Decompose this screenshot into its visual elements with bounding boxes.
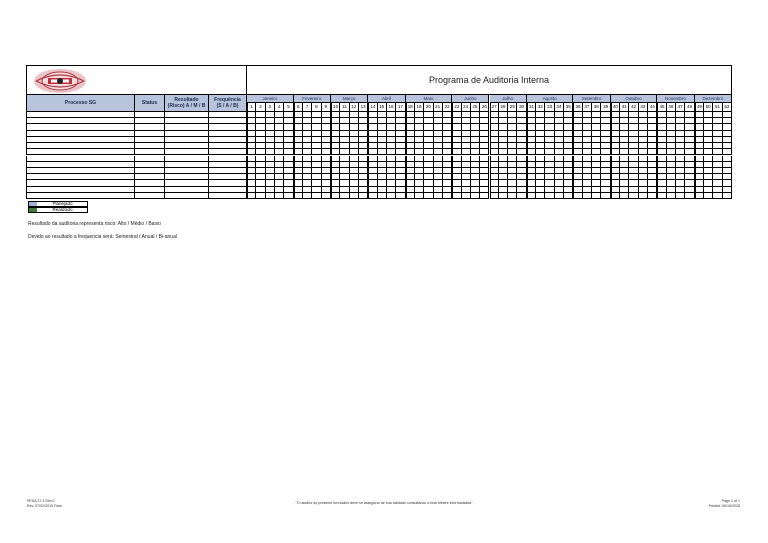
page-title: Programa de Auditoria Interna [428, 75, 550, 85]
footer-page-info [709, 499, 740, 509]
month-header: Agosto [527, 95, 574, 103]
schedule-cell[interactable] [462, 193, 471, 199]
schedule-cell[interactable] [415, 193, 424, 199]
month-header: Dezembro [695, 95, 732, 103]
schedule-cell[interactable] [256, 193, 265, 199]
frequencia-cell[interactable] [209, 193, 247, 199]
schedule-cell[interactable] [620, 193, 629, 199]
schedule-cell[interactable] [452, 193, 461, 199]
schedule-cell[interactable] [713, 193, 722, 199]
column-header-resultado-line2: (Risco) A / M / B [167, 103, 206, 109]
week-number: 47 [676, 103, 685, 112]
week-number: 43 [639, 103, 648, 112]
schedule-cell[interactable] [639, 193, 648, 199]
week-number: 30 [517, 103, 526, 112]
schedule-cell[interactable] [275, 193, 284, 199]
week-number: 3 [266, 103, 275, 112]
schedule-cell[interactable] [359, 193, 368, 199]
column-header-frequencia [209, 95, 247, 112]
week-number: 22 [443, 103, 452, 112]
legend-swatch-realizado [29, 208, 37, 212]
schedule-cell[interactable] [527, 193, 536, 199]
legend-item-realizado [28, 207, 88, 213]
schedule-cell[interactable] [434, 193, 443, 199]
week-number: 28 [499, 103, 508, 112]
week-number: 15 [378, 103, 387, 112]
week-number: 1 [247, 103, 256, 112]
week-number: 45 [657, 103, 666, 112]
week-number: 2 [256, 103, 265, 112]
legend [28, 201, 88, 213]
schedule-cell[interactable] [536, 193, 545, 199]
footer-disclaimer: "O usuário do presente formulário deve se assegurar de sua validade consultando a lista Mestre informatizada" [295, 501, 473, 505]
week-number: 27 [490, 103, 499, 112]
week-number: 50 [704, 103, 713, 112]
audit-program-sheet [26, 64, 732, 201]
week-number: 48 [685, 103, 694, 112]
week-number: 5 [284, 103, 293, 112]
week-number: 17 [396, 103, 405, 112]
schedule-grid [247, 112, 732, 199]
week-number: 19 [415, 103, 424, 112]
month-header: Abril [368, 95, 405, 103]
week-number: 44 [648, 103, 657, 112]
week-number: 51 [713, 103, 722, 112]
month-header: Janeiro [247, 95, 294, 103]
week-number: 12 [350, 103, 359, 112]
weeks-header-row [247, 103, 732, 112]
month-header: Julho [490, 95, 527, 103]
column-header-processo [26, 95, 135, 112]
week-number: 37 [583, 103, 592, 112]
week-number: 10 [331, 103, 340, 112]
week-number: 42 [629, 103, 638, 112]
column-header-frequencia-line2: (S / A / B) [216, 103, 239, 109]
schedule-cell[interactable] [322, 193, 331, 199]
week-number: 38 [592, 103, 601, 112]
process-row [26, 193, 247, 199]
week-number: 39 [601, 103, 610, 112]
week-number: 32 [536, 103, 545, 112]
schedule-cell[interactable] [480, 193, 489, 199]
week-number: 24 [462, 103, 471, 112]
week-number: 18 [406, 103, 415, 112]
schedule-cell[interactable] [573, 193, 582, 199]
month-header: Junho [452, 95, 489, 103]
schedule-cell[interactable] [387, 193, 396, 199]
week-number: 13 [359, 103, 368, 112]
months-header-row [247, 95, 732, 103]
column-header-resultado-line1: Resultado [174, 97, 199, 103]
month-header: Outubro [611, 95, 658, 103]
schedule-cell[interactable] [284, 193, 293, 199]
schedule-cell[interactable] [676, 193, 685, 199]
week-number: 41 [620, 103, 629, 112]
footer-left-line1: PESA 37.3 Rev.0 [27, 499, 55, 503]
process-grid [26, 112, 247, 199]
week-number: 16 [387, 103, 396, 112]
week-number: 23 [452, 103, 461, 112]
legend-label-planejado: Planejado [52, 201, 73, 206]
schedule-cell[interactable] [508, 193, 517, 199]
month-header: Setembro [573, 95, 610, 103]
schedule-cell[interactable] [667, 193, 676, 199]
week-number: 6 [294, 103, 303, 112]
column-header-resultado [165, 95, 209, 112]
schedule-cell[interactable] [704, 193, 713, 199]
schedule-cell[interactable] [648, 193, 657, 199]
week-number: 46 [667, 103, 676, 112]
week-number: 9 [322, 103, 331, 112]
processo-cell[interactable] [26, 193, 135, 199]
week-number: 36 [573, 103, 582, 112]
schedule-cell[interactable] [592, 193, 601, 199]
schedule-cell[interactable] [583, 193, 592, 199]
schedule-cell[interactable] [424, 193, 433, 199]
column-header-status-label: Status [141, 100, 158, 106]
status-cell[interactable] [135, 193, 165, 199]
week-number: 49 [695, 103, 704, 112]
schedule-cell[interactable] [247, 193, 256, 199]
schedule-cell[interactable] [611, 193, 620, 199]
footer-right-line2: Printed: 06/16/2025 [708, 504, 740, 508]
schedule-cell[interactable] [266, 193, 275, 199]
week-number: 29 [508, 103, 517, 112]
schedule-cell[interactable] [378, 193, 387, 199]
month-header: Março [331, 95, 368, 103]
schedule-cell[interactable] [331, 193, 340, 199]
week-number: 7 [303, 103, 312, 112]
schedule-cell[interactable] [517, 193, 526, 199]
logo-box [26, 65, 247, 95]
schedule-cell[interactable] [368, 193, 377, 199]
month-header: Novembro [657, 95, 694, 103]
week-number: 33 [545, 103, 554, 112]
month-header: Fevereiro [294, 95, 331, 103]
column-header-processo-label: Processo SG [64, 100, 97, 106]
schedule-cell[interactable] [490, 193, 499, 199]
column-header-status [135, 95, 165, 112]
schedule-cell[interactable] [695, 193, 704, 199]
week-number: 35 [564, 103, 573, 112]
legend-swatch-planejado [29, 202, 37, 206]
schedule-cell[interactable] [564, 193, 573, 199]
frequency-note: Devido ao resultado a frequencia será: Semestral / Anual / Bi-anual [28, 234, 177, 240]
column-header-frequencia-line1: Frequência [214, 97, 241, 103]
week-number: 25 [471, 103, 480, 112]
schedule-cell[interactable] [303, 193, 312, 199]
week-number: 4 [275, 103, 284, 112]
schedule-cell[interactable] [601, 193, 610, 199]
title-box [247, 65, 732, 95]
week-number: 52 [723, 103, 732, 112]
schedule-cell[interactable] [555, 193, 564, 199]
schedule-cell[interactable] [629, 193, 638, 199]
schedule-cell[interactable] [685, 193, 694, 199]
schedule-cell[interactable] [657, 193, 666, 199]
schedule-cell[interactable] [471, 193, 480, 199]
week-number: 34 [555, 103, 564, 112]
footer-right-line1: Page 1 of 1 [721, 499, 740, 503]
schedule-cell[interactable] [443, 193, 452, 199]
schedule-cell[interactable] [340, 193, 349, 199]
schedule-cell[interactable] [406, 193, 415, 199]
company-logo [30, 67, 90, 95]
schedule-cell[interactable] [545, 193, 554, 199]
week-number: 26 [480, 103, 489, 112]
footer-left-line2: Rev. 07/02/2019 Fstw [27, 504, 62, 508]
risk-note: Resultado da auditoria representa risco: Alto / Médio / Baixo [28, 221, 161, 227]
schedule-cell[interactable] [294, 193, 303, 199]
week-number: 31 [527, 103, 536, 112]
schedule-cell[interactable] [723, 193, 732, 199]
week-number: 20 [424, 103, 433, 112]
week-number: 14 [368, 103, 377, 112]
schedule-cell[interactable] [499, 193, 508, 199]
legend-label-realizado: Realizado [52, 207, 73, 212]
week-number: 21 [434, 103, 443, 112]
week-number: 11 [340, 103, 349, 112]
week-number: 8 [312, 103, 321, 112]
schedule-cell[interactable] [350, 193, 359, 199]
schedule-cell[interactable] [396, 193, 405, 199]
week-number: 40 [611, 103, 620, 112]
month-header: Maio [406, 95, 453, 103]
schedule-cell[interactable] [312, 193, 321, 199]
resultado-cell[interactable] [165, 193, 209, 199]
